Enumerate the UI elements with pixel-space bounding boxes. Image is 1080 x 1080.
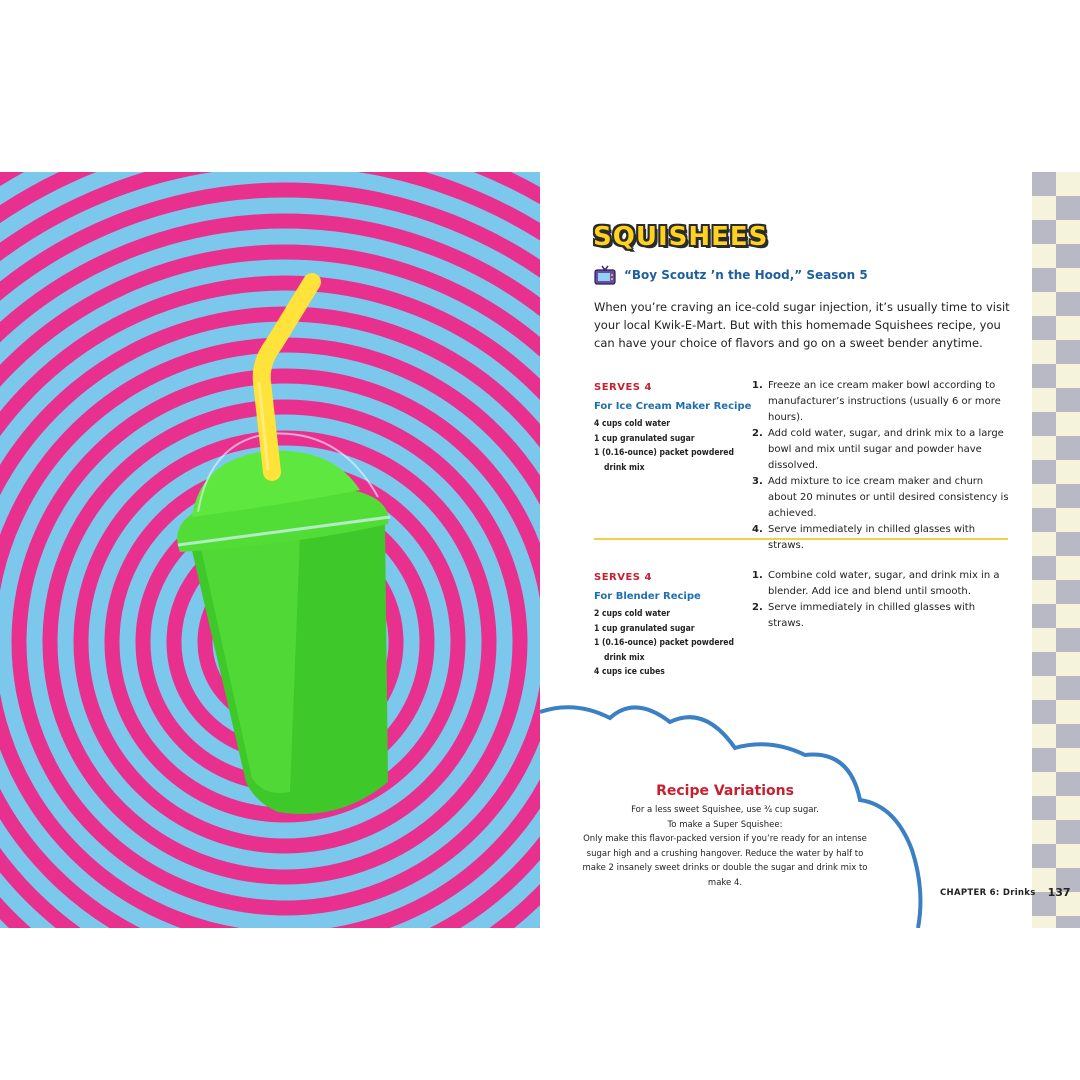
checker-square — [1056, 388, 1080, 412]
checker-square — [1032, 220, 1056, 244]
checker-square — [1032, 796, 1056, 820]
step-number: 3. — [752, 476, 763, 487]
checker-square — [1032, 724, 1056, 748]
checker-square — [1032, 820, 1056, 844]
checker-square — [1032, 484, 1056, 508]
checker-square — [1056, 844, 1080, 868]
checker-border — [1032, 172, 1080, 928]
checker-square — [1032, 532, 1056, 556]
section-divider — [594, 538, 1008, 540]
episode-reference — [594, 264, 868, 286]
variation-line: Only make this flavor-packed version if you’re ready for an intense sugar high and a crushing hangover. Reduce the water by half to make 2 insanely sweet drinks or double the sugar and drink mix to make 4. — [582, 834, 868, 888]
step-item — [752, 378, 1010, 426]
method-label: For Ice Cream Maker Recipe — [594, 401, 752, 412]
checker-square — [1056, 748, 1080, 772]
page-footer — [940, 886, 1071, 899]
step-item — [752, 568, 1010, 600]
checker-square — [1032, 172, 1056, 196]
ingredient-item: 4 cups cold water — [594, 419, 671, 429]
checker-square — [1056, 292, 1080, 316]
blender-steps — [752, 568, 1010, 632]
chapter-label: CHAPTER 6: Drinks — [940, 887, 1036, 898]
step-number: 2. — [752, 428, 763, 439]
step-text: Combine cold water, sugar, and drink mix in a blender. Add ice and blend until smooth. — [768, 570, 1000, 597]
checker-square — [1056, 244, 1080, 268]
checker-square — [1032, 772, 1056, 796]
step-number: 4. — [752, 524, 763, 535]
checker-square — [1056, 484, 1080, 508]
recipe-variations — [575, 783, 875, 890]
step-text: Freeze an ice cream maker bowl according to manufacturer’s instructions (usually 6 or more hours). — [768, 380, 1001, 423]
step-item — [752, 426, 1010, 474]
ice-cream-steps — [752, 378, 1010, 554]
episode-title: “Boy Scoutz ’n the Hood,” Season 5 — [624, 268, 868, 282]
step-text: Serve immediately in chilled glasses with straws. — [768, 524, 976, 551]
checker-square — [1056, 220, 1080, 244]
step-number: 1. — [752, 380, 763, 391]
ingredient-item: 1 (0.16-ounce) packet powdered drink mix — [594, 448, 734, 473]
swirl-background-image — [0, 172, 540, 928]
checker-square — [1032, 580, 1056, 604]
checker-square — [1056, 532, 1080, 556]
checker-square — [1032, 244, 1056, 268]
checker-square — [1032, 652, 1056, 676]
checker-square — [1032, 460, 1056, 484]
variation-line: For a less sweet Squishee, use ³⁄₄ cup sugar. — [631, 805, 819, 815]
checker-square — [1056, 340, 1080, 364]
checker-square — [1056, 652, 1080, 676]
squishee-photo — [0, 172, 540, 928]
checker-square — [1032, 748, 1056, 772]
checker-square — [1032, 556, 1056, 580]
page-number: 137 — [1047, 886, 1071, 899]
checker-square — [1032, 364, 1056, 388]
ingredient-item: 2 cups cold water — [594, 609, 671, 619]
checker-square — [1056, 700, 1080, 724]
method-label: For Blender Recipe — [594, 591, 701, 602]
checker-square — [1056, 676, 1080, 700]
ingredient-item: 1 cup granulated sugar — [594, 433, 695, 444]
checker-square — [1056, 460, 1080, 484]
checker-square — [1056, 436, 1080, 460]
serves-label: SERVES 4 — [594, 572, 652, 583]
checker-square — [1032, 268, 1056, 292]
checker-square — [1056, 916, 1080, 928]
checker-square — [1056, 724, 1080, 748]
step-text: Add cold water, sugar, and drink mix to a large bowl and mix until sugar and powder have dissolved. — [768, 428, 1004, 471]
checker-square — [1056, 172, 1080, 196]
checker-square — [1032, 196, 1056, 220]
checker-square — [1056, 628, 1080, 652]
ingredient-item: 1 cup granulated sugar — [594, 623, 695, 634]
checker-square — [1032, 916, 1056, 928]
ingredient-item: 4 cups ice cubes — [594, 667, 665, 677]
checker-square — [1056, 412, 1080, 436]
variations-text — [575, 803, 875, 890]
recipe-title: SQUISHEES — [593, 222, 769, 252]
step-text: Add mixture to ice cream maker and churn about 20 minutes or until desired consistency is achieved. — [768, 476, 1009, 519]
serves-label: SERVES 4 — [594, 382, 652, 393]
checker-square — [1032, 316, 1056, 340]
checker-square — [1032, 388, 1056, 412]
checker-square — [1032, 436, 1056, 460]
recipe-intro: When you’re craving an ice-cold sugar injection, it’s usually time to visit your local Kwik-E-Mart. But with this homemade Squishees recipe, you can have your choice of flavors and go on a sweet bender anytime. — [594, 300, 1010, 350]
checker-square — [1032, 628, 1056, 652]
step-item — [752, 600, 1010, 632]
checker-square — [1032, 844, 1056, 868]
step-number: 2. — [752, 602, 763, 613]
checker-square — [1056, 316, 1080, 340]
checker-square — [1032, 412, 1056, 436]
step-item — [752, 474, 1010, 522]
checker-square — [1032, 292, 1056, 316]
checker-square — [1032, 508, 1056, 532]
checker-square — [1056, 364, 1080, 388]
tv-icon — [594, 264, 616, 286]
checker-square — [1056, 196, 1080, 220]
checker-square — [1056, 820, 1080, 844]
checker-square — [1032, 700, 1056, 724]
checker-square — [1056, 796, 1080, 820]
checker-square — [1056, 268, 1080, 292]
step-number: 1. — [752, 570, 763, 581]
ingredient-item: 1 (0.16-ounce) packet powdered drink mix — [594, 638, 734, 663]
checker-square — [1056, 772, 1080, 796]
checker-square — [1056, 580, 1080, 604]
variation-line: To make a Super Squishee: — [667, 819, 783, 830]
variations-title: Recipe Variations — [656, 783, 794, 799]
step-text: Serve immediately in chilled glasses with straws. — [768, 602, 976, 629]
checker-square — [1056, 556, 1080, 580]
checker-square — [1032, 676, 1056, 700]
checker-square — [1056, 604, 1080, 628]
checker-square — [1032, 604, 1056, 628]
checker-square — [1056, 508, 1080, 532]
checker-square — [1032, 340, 1056, 364]
